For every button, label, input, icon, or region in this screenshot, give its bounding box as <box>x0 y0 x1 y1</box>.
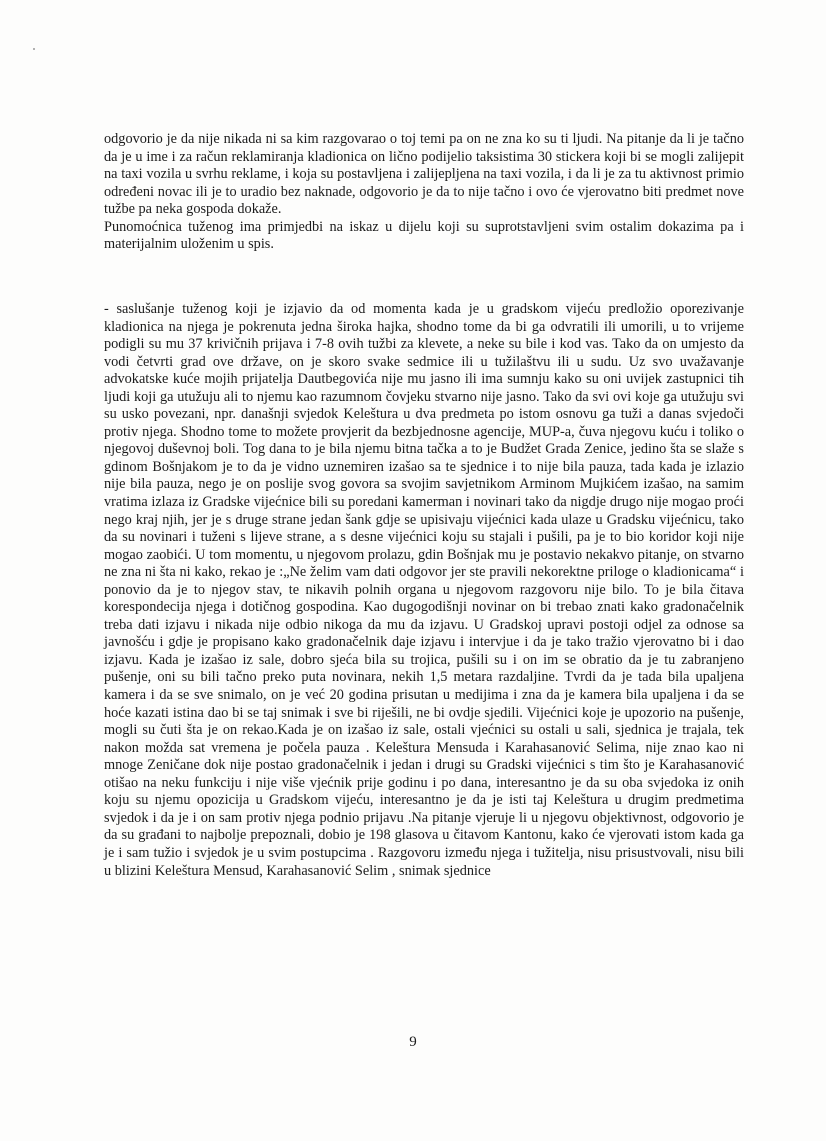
page-number: 9 <box>409 1034 417 1050</box>
testimony-continuation-paragraph: odgovorio je da nije nikada ni sa kim razgovarao o toj temi pa on ne zna ko su ti ljudi. Na pitanje da li je tačno da je u ime i za račun reklamiranja kladionica on lično podijelio taksistima 30 stickera koji bi se mogli zalijepit na taxi vozila u svrhu reklame, i koja su postavljena i zalijepljena na taxi vozila, i da li je za tu aktivnost primio određeni novac ili je to uradio bez naknade, odgovorio je da to nije tačno i ovo će vjerovatno biti predmet nove tužbe pa neka gospoda dokaže. <box>104 131 744 218</box>
scan-speck <box>33 48 35 50</box>
objection-paragraph: Punomoćnica tuženog ima primjedbi na iskaz u dijelu koji su suprotstavljeni svim ostalim dokazima pa i materijalnim uloženim u spis. <box>104 218 744 253</box>
top-text-block <box>104 131 744 254</box>
main-text-block <box>104 301 744 880</box>
defendant-hearing-paragraph: - saslušanje tuženog koji je izjavio da od momenta kada je u gradskom vijeću predložio oporezivanje kladionica na njega je pokrenuta jedna široka hajka, shodno tome da bi ga odvratili ili umorili, u to vrijeme podigli su mu 37 krivičnih prijava i 7-8 ovih tužbi za klevete, a neke su bile i kod vas. Tako da on umjesto da vodi četvrti grad ove države, on je skoro svake sedmice ili u tužilaštvu ili u sudu. Uz svo uvažavanje advokatske kuće mojih prijatelja Dautbegovića nije mu jasno ili ima sumnju kako su oni uvijek zastupnici tih ljudi koji ga utužuju ali to njemu kao razumnom čovjeku stvarno nije jasno. Tako da svi ovi koje ga utužuju svi su usko povezani, npr. današnji svjedok Keleštura u dva predmeta po istom osnovu ga tuži a danas svjedoči protiv njega. Shodno tome to možete provjerit da bezbjednosne agencije, MUP-a, čuva njegovu kuću i toliko o njegovoj duševnoj boli. Tog dana to je bila njemu bitna tačka a to je Budžet Grada Zenice, jedino šta se slaže s gdinom Bošnjakom je to da je vidno uznemiren izašao sa te sjednice i to nije bila pauza, tada kada je izlazio nije bila pauza, nego je on poslije svog govora sa svojim savjetnikom Arminom Mujkićem izašao, na samim vratima izlaza iz Gradske vijećnice bili su poredani kamerman i novinari tako da nigdje drugo nije mogao proći nego kraj njih, jer je s druge strane jedan šank gdje se upisivaju vijećnici kada ulaze u Gradsku vijećnicu, tako da su novinari i tuženi s lijeve strane, a s desne vijećnici koju su stajali i pušili, pa je to bio koridor koji nije mogao zaobići. U tom momentu, u njegovom prolazu, gdin Bošnjak mu je postavio nekakvo pitanje, on stvarno ne zna ni šta ni kako, rekao je :„Ne želim vam dati odgovor jer ste pravili nekorektne priloge o kladionicama“ i ponovio da je to njegov stav, te nikavih polnih organa u njegovom razgovoru nije bilo. To je bila čitava korespondecija njega i dotičnog gospodina. Kao dugogodišnji novinar on bi trebao znati kako gradonačelnik treba dati izjavu i nikada nije odbio nikoga da mu da izjavu. U Gradskoj upravi postoji odjel za odnose sa javnošću i gdje je propisano kako gradonačelnik daje izjavu i intervjue i da je tako tražio vjerovatno bi i dao izjavu. Kada je izašao iz sale, dobro sjeća bila su trojica, pušili su i on im se obratio da je tu zabranjeno pušenje, oni su bili tačno preko puta novinara, nekih 1,5 metara razdaljine. Tvrdi da je tada bila upaljena kamera i da se sve snimalo, on je već 20 godina prisutan u medijima i zna da je kamera bila upaljena i da se hoće kazati istina dao bi se taj snimak i sve bi riješili, ne bi ovdje sjedili. Vijećnici koje je upozorio na pušenje, mogli su čuti šta je on rekao.Kada je on izašao iz sale, ostali vjećnici su ostali u sali, sjednica je trajala, tek nakon možda sat vremena je počela pauza . Keleštura Mensuda i Karahasanović Selima, nije znao kao ni mnoge Zeničane dok nije postao gradonačelnik i jedan i drugi su Gradski vijećnici s tim što je Karahasanović otišao na neku funkciju i nije više vjećnik prije godinu i po dana, interesantno je da su oba svjedoka iz onih koju su njemu opozicija u Gradskom vijeću, interesantno je da je isti taj Keleštura u drugim predmetima svjedok i da je i on sam protiv njega podnio prijavu .Na pitanje vjeruje li u njegovu objektivnost, odgovorio je da su građani to najbolje prepoznali, dobio je 198 glasova u čitavom Kantonu, kako će vjerovati istom kada ga je i sam tužio i svjedok je u svim postupcima . Razgovoru između njega i tužitelja, nisu prisustvovali, nisu bili u blizini Keleštura Mensud, Karahasanović Selim , snimak sjednice <box>104 301 744 879</box>
